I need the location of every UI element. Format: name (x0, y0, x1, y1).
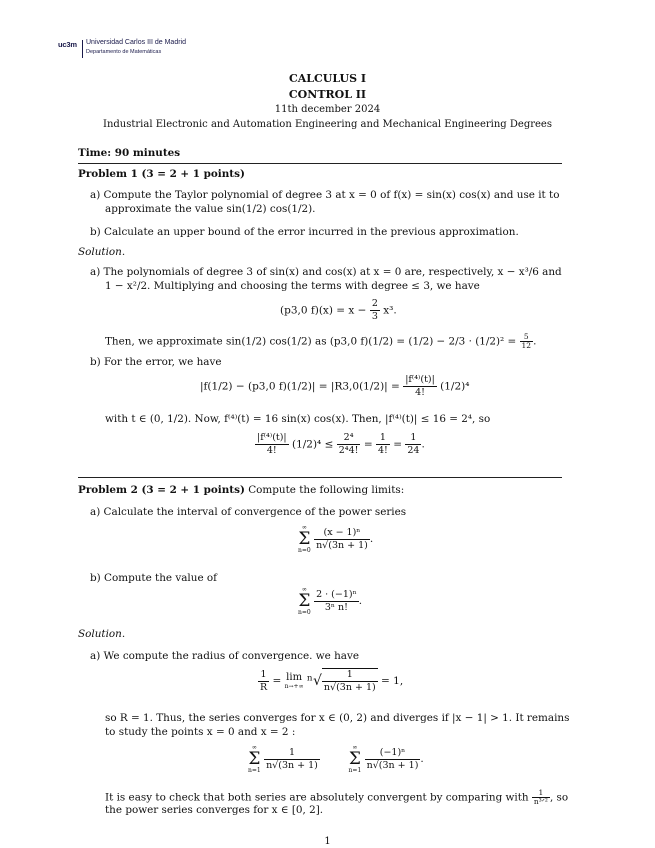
bound-den2: 2⁴4! (338, 445, 359, 456)
approx-num: 5 (520, 333, 534, 342)
taylor-polynomial-equation (280, 298, 397, 323)
comparison-num: 1 (532, 789, 550, 798)
root-den: n√(3n + 1) (323, 682, 376, 693)
problem1-part-a-line1: a) Compute the Taylor polynomial of degree 3 at x = 0 of f(x) = sin(x) cos(x) and use it to (90, 189, 560, 201)
problem2-sol-a-line3: to study the points x = 0 and x = 2 : (105, 726, 296, 738)
err-fraction (403, 374, 437, 399)
bound-frac2 (337, 432, 361, 457)
exam-date: 11th december 2024 (274, 104, 381, 115)
bound-den1: 4! (266, 445, 277, 456)
power-series: ∞ Σ n=0 $\frac{\text{(x − 1)ⁿ}}{n√(3n + 1)}$ . (298, 524, 374, 554)
problem2-part-b: b) Compute the value of (90, 572, 217, 584)
problem2-heading-rest: Compute the following limits: (248, 484, 405, 496)
bound-den4: 24 (407, 445, 420, 456)
err-den: 4! (415, 387, 425, 398)
radius-num: 1 (258, 669, 269, 682)
sigma: Σ (248, 749, 261, 769)
limit-lim: lim (286, 672, 303, 683)
error-bound-equation (255, 432, 425, 457)
problem2-sol-a-line5: the power series converges for x ∈ [0, 2]. (105, 804, 324, 816)
endpoint-den1: n√(3n + 1) (266, 759, 318, 771)
series-den: n√(3n + 1) (316, 539, 368, 551)
root-frac (322, 668, 378, 694)
problem2-sol-a-line1: a) We compute the radius of convergence. we have (90, 650, 359, 662)
sigma: Σ (298, 529, 311, 549)
problem2-solution-label: Solution. (78, 628, 126, 640)
section-divider (78, 163, 562, 164)
endpoint-series: ∞ Σ n=1 $\frac{1}{n√(3n + 1)}$ ∞ Σ n=1 $\frac{\text{(−1)ⁿ}}{n√(3n + 1)}$ . (248, 744, 424, 774)
bound-frac1 (255, 432, 289, 457)
problem1-sol-b-line1: b) For the error, we have (90, 356, 222, 368)
err-right: (1/2)⁴ (440, 380, 470, 393)
logo-department: Departamento de Matemáticas (86, 49, 162, 55)
series-num: (x − 1)ⁿ (314, 527, 370, 540)
sum-symbol (298, 586, 311, 616)
problem2-heading: Problem 2 (3 = 2 + 1 points) (78, 484, 245, 496)
bound-num4: 1 (405, 432, 421, 445)
page-number: 1 (324, 836, 331, 847)
sum-top: ∞ (301, 524, 307, 531)
problem1-sol-a-line1: a) The polynomials of degree 3 of sin(x) and cos(x) at x = 0 are, respectively, x − x³/6 and (90, 266, 562, 278)
bound-eq1: = (363, 438, 373, 451)
eq-den: 3 (371, 311, 378, 322)
problem2-sol-a-line2: so R = 1. Thus, the series converges for x ∈ (0, 2) and diverges if |x − 1| > 1. It remains (105, 712, 570, 724)
degree-names: Industrial Electronic and Automation Engineering and Mechanical Engineering Degrees (103, 119, 552, 130)
approx-fraction (520, 333, 534, 350)
comparison-frac (532, 789, 550, 806)
series-fraction (314, 527, 370, 552)
problem1-sol-b-line2: with t ∈ (0, 1/2). Now, f⁽⁴⁾(t) = 16 sin(x) cos(x). Then, |f⁽⁴⁾(t)| ≤ 16 = 2⁴, so (105, 413, 491, 425)
sum-symbol (349, 744, 362, 774)
problem1-sol-a-line3: Then, we approximate sin(1/2) cos(1/2) as (p3,0 f)(1/2) = (1/2) − 2/3 · (1/2)² = $\frac{5}{12}$ . (105, 332, 537, 350)
bound-num3: 1 (376, 432, 390, 445)
sigma: Σ (348, 749, 361, 769)
time-limit: Time: 90 minutes (78, 147, 181, 159)
bound-mid: (1/2)⁴ ≤ (291, 438, 334, 451)
series-fraction (314, 589, 359, 614)
sum-bottom: n=0 (298, 547, 311, 554)
comparison-den: n³ᐟ² (533, 797, 548, 806)
radius-right: = 1, (381, 675, 404, 687)
bound-num1: |f⁽⁴⁾(t)| (257, 432, 287, 443)
bound-frac3 (376, 432, 390, 457)
series-num: 2 · (−1)ⁿ (316, 588, 357, 600)
section-divider (78, 477, 562, 478)
logo-mark: uc3m (58, 40, 77, 49)
limit-sub: n→+∞ (284, 683, 304, 690)
approx-den: 12 (521, 341, 532, 350)
limit (285, 672, 304, 690)
problem1-part-a-line2: approximate the value sin(1/2) cos(1/2). (105, 203, 316, 215)
logo-divider (82, 40, 83, 58)
bound-den3: 4! (377, 445, 388, 456)
course-title: CALCULUS I (288, 72, 367, 85)
problem2-heading-line (78, 484, 404, 497)
value-series: ∞ Σ n=0 $\frac{\text{2 · (−1)ⁿ}}{\text{3ⁿ n!}}$ . (298, 586, 363, 616)
approx-text: Then, we approximate sin(1/2) cos(1/2) as (p3,0 f)(1/2) = (1/2) − 2/3 · (1/2)² = (105, 335, 517, 348)
endpoint-num2: (−1)ⁿ (365, 747, 421, 760)
problem1-heading: Problem 1 (3 = 2 + 1 points) (78, 168, 245, 180)
endpoint-den2: n√(3n + 1) (366, 759, 419, 771)
bound-num2: 2⁴ (337, 432, 361, 445)
endpoint-frac1 (264, 747, 320, 772)
sum-bottom: n=0 (298, 609, 311, 616)
sum-top: ∞ (251, 744, 257, 751)
problem1-sol-a-line2: 1 − x²/2. Multiplying and choosing the terms with degree ≤ 3, we have (105, 280, 480, 292)
sum-bottom: n=1 (348, 767, 362, 774)
problem1-solution-label: Solution. (78, 246, 126, 258)
eq-fraction (370, 298, 380, 323)
series-den: 3ⁿ n! (324, 601, 348, 613)
root-num: 1 (322, 669, 378, 682)
sum-bottom: n=1 (248, 767, 261, 774)
eq-num: 2 (371, 298, 378, 309)
comparison-end: , so (549, 791, 569, 804)
exam-title: CONTROL II (288, 88, 367, 101)
sigma: Σ (298, 591, 311, 611)
err-left: |f(1/2) − (p3,0 f)(1/2)| = |R3,0(1/2)| = (200, 380, 400, 393)
eq-left: (p3,0 f)(x) = x − (280, 304, 367, 317)
bound-eq2: = (393, 438, 402, 451)
sum-top: ∞ (352, 744, 358, 751)
bound-frac4 (405, 432, 421, 457)
err-num: |f⁽⁴⁾(t)| (405, 374, 435, 385)
sum-top: ∞ (301, 586, 307, 593)
eq-right: x³. (383, 304, 397, 317)
radius-frac (258, 669, 269, 694)
nth-root: ⁿ√ (306, 673, 322, 689)
comparison-text: It is easy to check that both series are absolutely convergent by comparing with (105, 791, 529, 804)
sum-symbol (298, 524, 311, 554)
radius-equation: $\frac{1}{R}$ = lim n→+∞ ⁿ√ $\frac{1}{n√(3n + 1)}$ = 1, (260, 668, 404, 693)
endpoint-frac2 (365, 747, 421, 772)
error-equation (200, 374, 469, 399)
bound-end: . (421, 438, 425, 451)
logo-university: Universidad Carlos III de Madrid (86, 39, 186, 46)
endpoint-num1: 1 (264, 747, 320, 760)
sum-symbol (248, 744, 261, 774)
radius-den: R (260, 681, 268, 693)
problem2-part-a: a) Calculate the interval of convergence of the power series (90, 506, 407, 518)
problem1-part-b: b) Calculate an upper bound of the error incurred in the previous approximation. (90, 226, 519, 238)
